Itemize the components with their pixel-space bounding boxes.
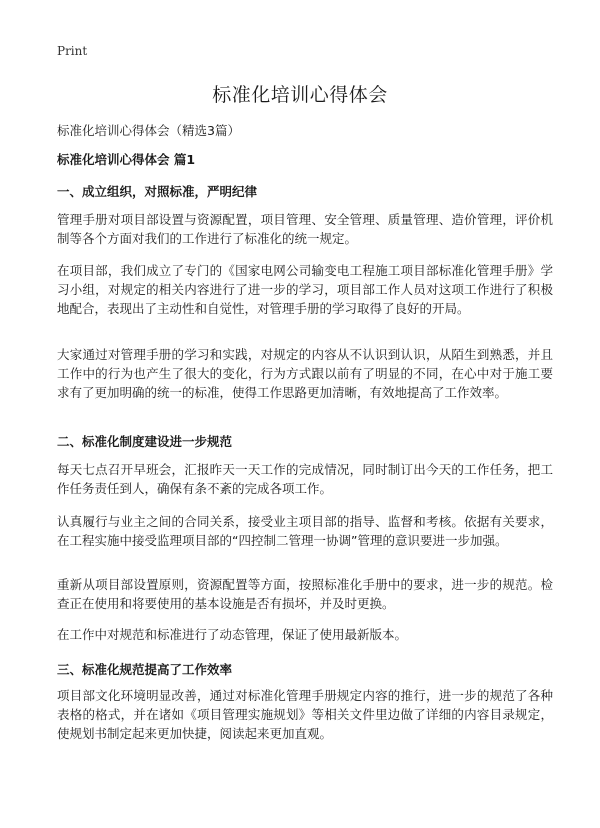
paragraph: 在工作中对规范和标准进行了动态管理，保证了使用最新版本。	[57, 627, 408, 642]
section-heading-2: 二、标准化制度建设进一步规范	[57, 434, 233, 449]
paragraph: 项目部文化环境明显改善，通过对标准化管理手册规定内容的推行，进一步的规范了各种表格的格式，并在诸如《项目管理实施规划》等相关文件里边做了详细的内容目录规定，使规划书制定起来更加快捷，阅读起来更加直观。	[57, 688, 553, 741]
paragraph: 每天七点召开早班会，汇报昨天一天工作的完成情况，同时制订出今天的工作任务，把工作任务责任到人，确保有条不紊的完成各项工作。	[57, 462, 553, 496]
paragraph: 大家通过对管理手册的学习和实践，对规定的内容从不认识到认识，从陌生到熟悉，并且工作中的行为也产生了很大的变化，行为方式跟以前有了明显的不同，在心中对于施工要求有了更加明确的统一的标准，使得工作思路更加清晰，有效地提高了工作效率。	[57, 347, 553, 400]
document-subtitle: 标准化培训心得体会（精选3篇）	[57, 123, 240, 138]
paragraph: 在项目部，我们成立了专门的《国家电网公司输变电工程施工项目部标准化管理手册》学习小组，对规定的相关内容进行了进一步的学习，项目部工作人员对这项工作进行了积极地配合，表现出了主动性和自觉性，对管理手册的学习取得了良好的开局。	[57, 263, 553, 316]
paragraph: 认真履行与业主之间的合同关系，接受业主项目部的指导、监督和考核。依据有关要求，在工程实施中接受监理项目部的“四控制二管理一协调”管理的意识要进一步加强。	[57, 514, 553, 548]
print-link[interactable]: Print	[57, 44, 88, 58]
paragraph: 管理手册对项目部设置与资源配置，项目管理、安全管理、质量管理、造价管理，评价机制等各个方面对我们的工作进行了标准化的统一规定。	[57, 212, 553, 246]
paragraph: 重新从项目部设置原则，资源配置等方面，按照标准化手册中的要求，进一步的规范。检查正在使用和将要使用的基本设施是否有损坏，并及时更换。	[57, 577, 553, 611]
section-heading-3: 三、标准化规范提高了工作效率	[57, 662, 233, 677]
section-heading-1: 一、成立组织，对照标准，严明纪律	[57, 184, 258, 199]
article-heading: 标准化培训心得体会 篇1	[57, 152, 196, 167]
document-title: 标准化培训心得体会	[212, 84, 388, 106]
